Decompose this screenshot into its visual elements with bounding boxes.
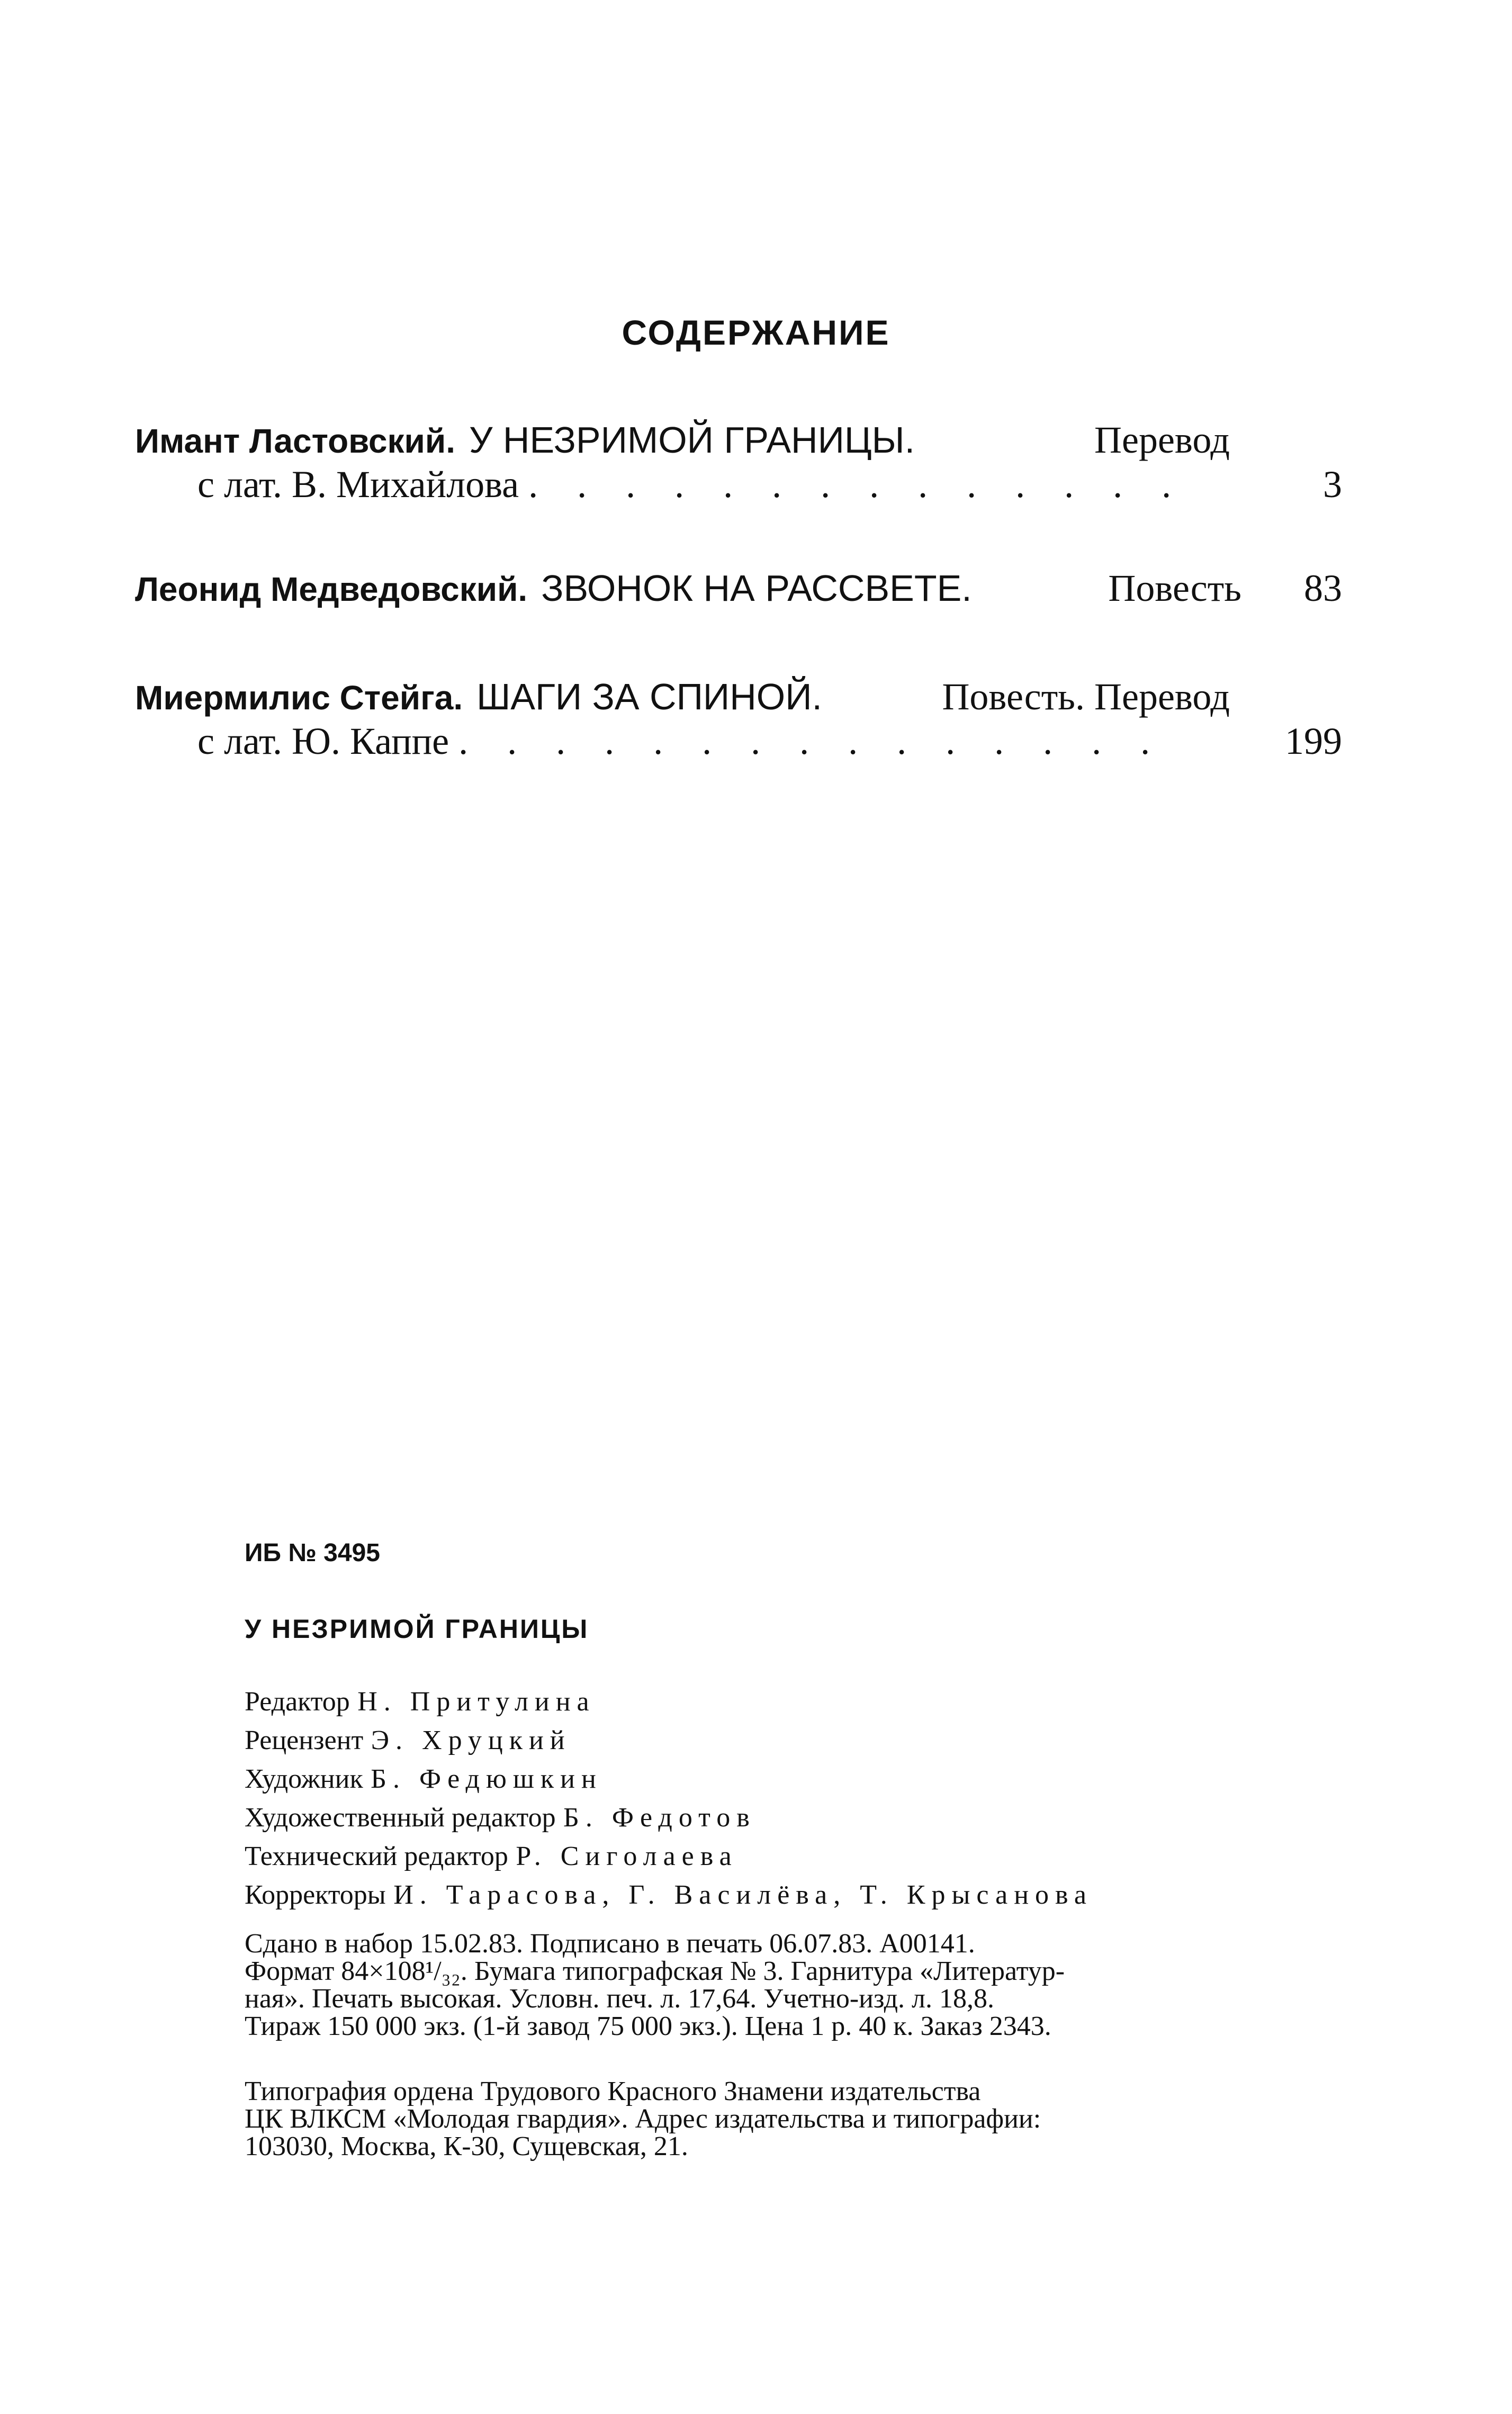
staff-role: Рецензент: [245, 1725, 364, 1755]
staff-list: [245, 1682, 1372, 1914]
staff-role: Технический редактор: [245, 1841, 508, 1871]
staff-name: Б. Федюшкин: [371, 1764, 602, 1794]
toc-entry-3-author: Миермилис Стейга.: [135, 679, 463, 717]
toc-entry-1-title: У НЕЗРИМОЙ ГРАНИЦЫ.: [469, 419, 915, 461]
toc-entry-2-author: Леонид Медведовский.: [135, 570, 528, 608]
publication-line: ная». Печать высокая. Условн. печ. л. 17,64. Учетно-изд. л. 18,8.: [245, 1984, 994, 2014]
staff-row: [245, 1876, 1372, 1914]
staff-row: [245, 1798, 1372, 1837]
toc-entry-3-line-2: [135, 719, 1342, 763]
imprint-book-title: У НЕЗРИМОЙ ГРАНИЦЫ: [245, 1614, 589, 1644]
staff-row: [245, 1837, 1372, 1876]
staff-name: И. Тарасова, Г. Василёва, Т. Крысанова: [393, 1880, 1093, 1910]
toc-entry-1-page: 3: [1323, 463, 1342, 506]
staff-name: Н. Притулина: [357, 1687, 596, 1717]
staff-role: Редактор: [245, 1687, 350, 1717]
staff-row: [245, 1721, 1372, 1760]
ib-number: ИБ № 3495: [245, 1539, 380, 1567]
toc-entry-3: [135, 675, 1342, 763]
toc-entry-1-note: Перевод: [1094, 419, 1230, 461]
toc-entry-1-leader: . . . . . . . . . . . . . .: [528, 463, 1186, 506]
toc-entry-3-line-1: [135, 675, 1342, 719]
toc-entry-1-author: Имант Ластовский.: [135, 422, 455, 460]
toc-entry-3-page: 199: [1285, 720, 1342, 762]
staff-name: Б. Федотов: [563, 1803, 756, 1833]
toc-entry-1: [135, 418, 1342, 506]
publication-line: Сдано в набор 15.02.83. Подписано в печать 06.07.83. А00141.: [245, 1929, 975, 1959]
toc-entry-3-leader: . . . . . . . . . . . . . . .: [458, 720, 1165, 762]
printer-details: [245, 2078, 1372, 2160]
toc-entry-2-note: Повесть: [1108, 567, 1241, 609]
toc-heading: СОДЕРЖАНИЕ: [622, 313, 890, 352]
toc-entry-1-continuation: с лат. В. Михайлова: [197, 463, 519, 506]
staff-role: Художник: [245, 1764, 363, 1794]
publication-line: Тираж 150 000 экз. (1-й завод 75 000 экз.). Цена 1 р. 40 к. Заказ 2343.: [245, 2011, 1051, 2041]
staff-role: Корректоры: [245, 1880, 386, 1910]
publication-line: Формат 84×108¹/₃₂. Бумага типографская № 3. Гарнитура «Литератур-: [245, 1956, 1065, 1986]
toc-entry-2: [135, 566, 1342, 611]
toc-entry-3-note: Повесть. Перевод: [942, 675, 1230, 718]
staff-row: [245, 1682, 1372, 1721]
toc-entry-1-line-1: [135, 418, 1342, 463]
staff-role: Художественный редактор: [245, 1803, 556, 1833]
printer-line: Типография ордена Трудового Красного Знамени издательства: [245, 2076, 981, 2106]
toc-entry-3-continuation: с лат. Ю. Каппе: [197, 720, 449, 762]
toc-entry-2-page: 83: [1304, 567, 1342, 609]
staff-name: Э. Хруцкий: [371, 1725, 571, 1755]
printer-line: 103030, Москва, К-30, Сущевская, 21.: [245, 2131, 688, 2161]
toc-entry-1-line-2: [135, 463, 1342, 506]
printer-line: ЦК ВЛКСМ «Молодая гвардия». Адрес издательства и типографии:: [245, 2104, 1041, 2134]
staff-name: Р. Сиголаева: [516, 1841, 738, 1871]
toc-entry-2-title: ЗВОНОК НА РАССВЕТЕ.: [541, 568, 972, 609]
publication-details: [245, 1930, 1372, 2040]
toc-entry-3-title: ШАГИ ЗА СПИНОЙ.: [476, 676, 822, 717]
toc-entry-2-line-1: [135, 566, 1342, 611]
staff-row: [245, 1760, 1372, 1798]
